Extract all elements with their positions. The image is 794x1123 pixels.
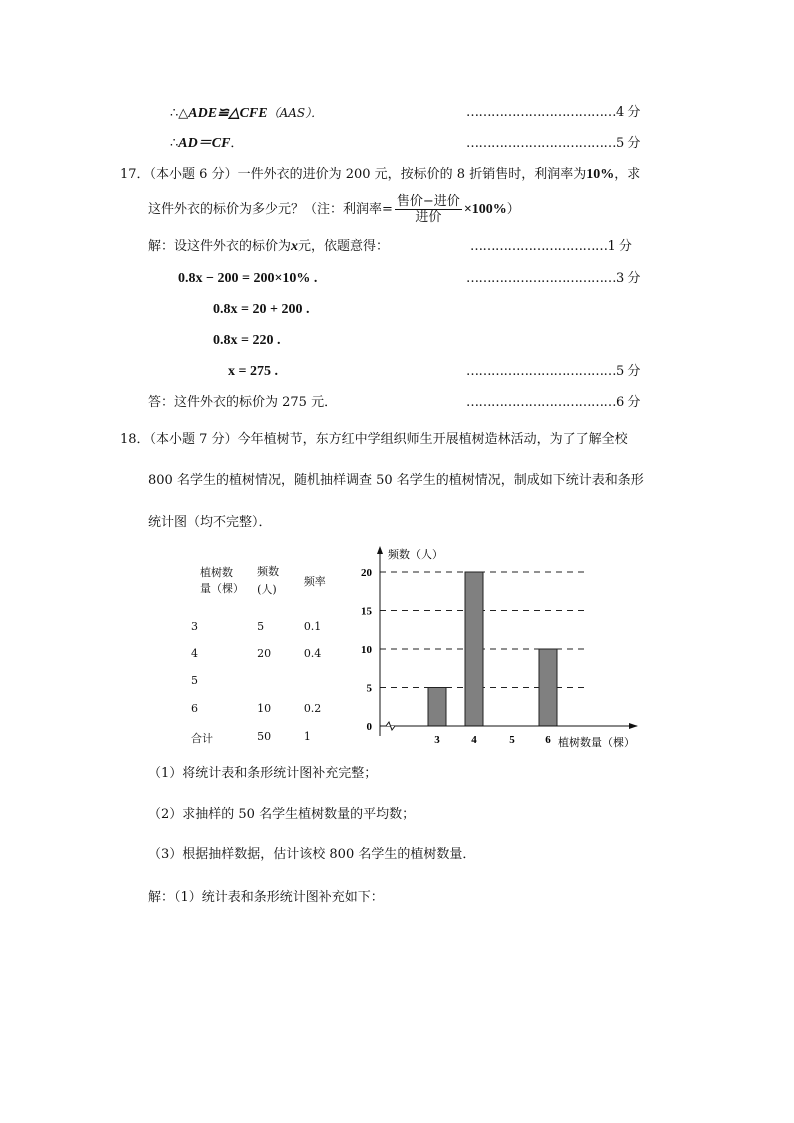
profit-fraction: $\frac{\text{售价−进价}}{\text{进价}}$: [396, 194, 460, 225]
table-row: [190, 640, 344, 667]
table-cell: 5: [257, 619, 265, 633]
x-tick-label: 4: [471, 734, 477, 746]
table-row: [190, 694, 344, 722]
q18-sub-2: （2）求抽样的 50 名学生植树数量的平均数；: [148, 807, 416, 822]
x-axis-title: 植树数量（棵）: [558, 736, 635, 749]
q18-sub-1: （1）将统计表和条形统计图补充完整；: [148, 766, 378, 781]
table-row: [190, 722, 344, 750]
frequency-table-wrapper: [190, 550, 344, 745]
table-cell: 0.4: [303, 647, 322, 660]
proof-line-equal: ∴AD＝CF．: [170, 136, 244, 151]
x-tick-label: 6: [545, 734, 551, 746]
score-6: ………………………………6 分: [466, 395, 640, 410]
table-cell: [256, 667, 303, 694]
q18-line-3: 统计图（均不完整）．: [148, 515, 272, 530]
y-tick-label: 15: [361, 605, 372, 618]
score-3: ………………………………3 分: [466, 271, 640, 286]
table-cell: 4: [191, 647, 198, 660]
bar: [465, 572, 483, 726]
q17-intro: 17．（本小题 6 分）一件外衣的进价为 200 元，按标价的 8 折销售时，利润率为10%，求: [120, 167, 641, 182]
table-row: [190, 612, 344, 640]
proof-line-congruence: ∴△ADE≌△CFE（AAS）．: [170, 106, 324, 121]
bar-chart: [355, 540, 655, 750]
table-cell: 1: [303, 730, 311, 743]
y-tick-label: 0: [366, 721, 372, 733]
table-row: [190, 667, 344, 694]
q18-sub-3: （3）根据抽样数据，估计该校 800 名学生的植树数量．: [148, 847, 476, 862]
table-cell: 10: [257, 701, 272, 715]
x-axis-arrow: [629, 723, 638, 729]
q17-question: 这件外衣的标价为多少元？（注：利润率= $\frac{\text{售价−进价}}{\text{进价}}$ ×100%）: [148, 194, 520, 225]
header-count: 植树数 量（棵）: [200, 566, 244, 595]
table-cell: [303, 667, 344, 694]
equation-1: 0.8x − 200 = 200×10% .: [178, 271, 318, 286]
equation-4: x = 275 .: [228, 364, 278, 379]
table-cell: 0.1: [303, 619, 322, 633]
score-4: ………………………………4 分: [466, 105, 640, 120]
x-tick-label: 5: [509, 734, 515, 746]
y-tick-label: 20: [361, 567, 372, 579]
y-tick-label: 5: [366, 682, 372, 695]
header-rate: 频率: [303, 575, 326, 588]
frequency-table: [190, 550, 344, 750]
y-axis-title: 频数（人）: [388, 548, 443, 561]
q18-solution: 解：（1）统计表和条形统计图补充如下：: [148, 890, 384, 905]
equation-3: 0.8x = 220 .: [213, 333, 281, 348]
bar: [428, 688, 446, 727]
q18-line-1: 18．（本小题 7 分）今年植树节，东方红中学组织师生开展植树造林活动，为了了解全校: [120, 432, 628, 447]
bar: [539, 649, 557, 726]
table-cell: 6: [191, 701, 198, 715]
table-cell: 3: [191, 619, 198, 633]
table-cell: 5: [191, 674, 198, 687]
score-1: ……………………………1 分: [470, 239, 632, 254]
table-cell: 50: [257, 730, 272, 743]
q17-answer: 答：这件外衣的标价为 275 元．: [148, 395, 338, 410]
table-cell: 合计: [191, 732, 213, 745]
equation-2: 0.8x = 20 + 200 .: [213, 302, 310, 317]
axis-break-mark: [386, 722, 395, 730]
score-5: ………………………………5 分: [466, 136, 640, 151]
q17-solution-setup: 解：设这件外衣的标价为x元，依题意得：: [148, 239, 390, 254]
x-tick-label: 3: [434, 734, 440, 746]
y-tick-label: 10: [361, 644, 372, 656]
y-axis-arrow: [377, 546, 383, 554]
q18-line-2: 800 名学生的植树情况，随机抽样调查 50 名学生的植树情况，制成如下统计表和条形: [148, 473, 644, 488]
score-5b: ………………………………5 分: [466, 364, 640, 379]
table-cell: 0.2: [303, 701, 322, 715]
table-cell: 20: [257, 647, 272, 660]
header-frequency: 频数 (人): [257, 565, 280, 596]
